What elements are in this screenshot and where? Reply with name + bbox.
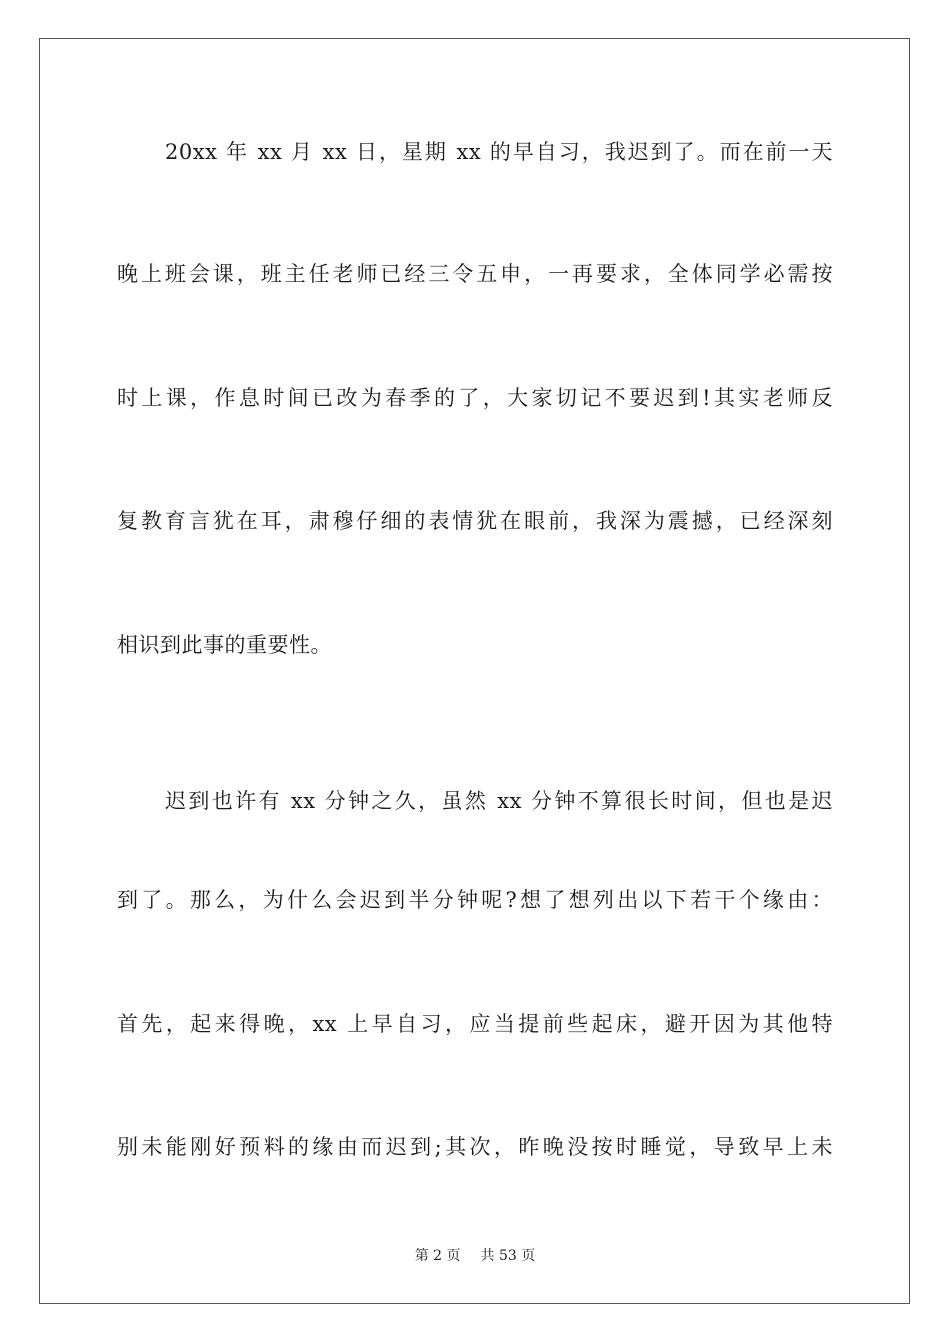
paragraph-1-line-2: 晚上班会课，班主任老师已经三令五申，一再要求，全体同学必需按 bbox=[117, 262, 833, 286]
paragraph-2-line-2: 到了。那么，为什么会迟到半分钟呢?想了想列出以下若干个缘由： bbox=[117, 888, 833, 912]
paragraph-2-line-4: 别未能刚好预料的缘由而迟到;其次，昨晚没按时睡觉，导致早上未 bbox=[117, 1135, 833, 1159]
total-pages: 共 53 页 bbox=[480, 1248, 536, 1264]
paragraph-2-line-3: 首先，起来得晚，xx 上早自习，应当提前些起床，避开因为其他特 bbox=[117, 1012, 833, 1036]
page-border bbox=[39, 38, 910, 1304]
paragraph-1-line-5: 相识到此事的重要性。 bbox=[117, 633, 332, 657]
paragraph-2-line-1: 迟到也许有 xx 分钟之久，虽然 xx 分钟不算很长时间，但也是迟 bbox=[165, 789, 833, 813]
paragraph-1-line-3: 时上课，作息时间已改为春季的了，大家切记不要迟到!其实老师反 bbox=[117, 386, 833, 410]
page-number: 第 2 页 bbox=[414, 1248, 461, 1264]
paragraph-1-line-1: 20xx 年 xx 月 xx 日，星期 xx 的早自习，我迟到了。而在前一天 bbox=[165, 140, 833, 164]
page-footer bbox=[0, 1246, 950, 1266]
paragraph-1-line-4: 复教育言犹在耳，肃穆仔细的表情犹在眼前，我深为震撼，已经深刻 bbox=[117, 509, 833, 533]
